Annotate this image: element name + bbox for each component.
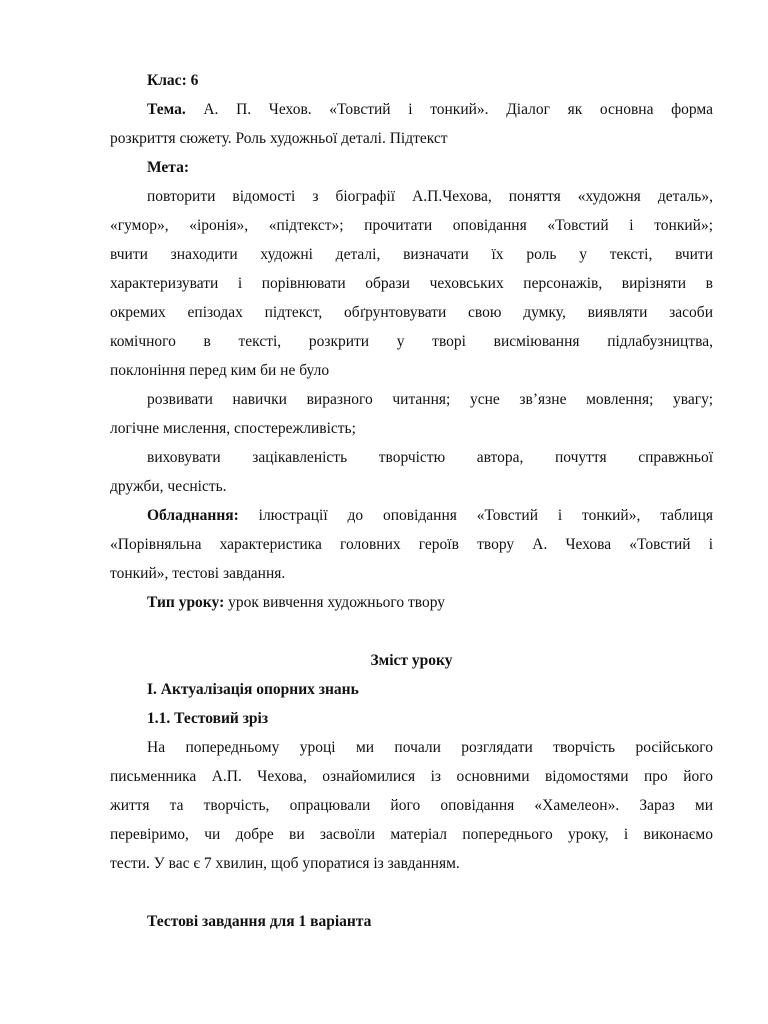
class-line bbox=[110, 66, 713, 95]
topic-label: Тема. bbox=[147, 101, 186, 118]
goal-heading bbox=[110, 153, 713, 182]
section-heading: І. Актуалізація опорних знань bbox=[147, 681, 359, 698]
goal-p2-line: розвивати навички виразного читання; усне зв’язне мовлення; увагу; bbox=[147, 391, 713, 408]
equipment-line-3: тонкий», тестові завдання. bbox=[110, 565, 286, 582]
test-paragraph-line: На попередньому уроці ми почали розглядати творчість російського bbox=[147, 739, 713, 756]
spacer bbox=[110, 617, 713, 646]
goal-p3-line: дружби, чесність. bbox=[110, 478, 227, 495]
topic-text-2: розкриття сюжету. Роль художньої деталі. Підтекст bbox=[110, 130, 448, 147]
document-page bbox=[110, 66, 713, 936]
spacer bbox=[110, 878, 713, 907]
goal-p1-line: «гумор», «іронія», «підтекст»; прочитати оповідання «Товстий і тонкий»; bbox=[110, 217, 713, 234]
test-paragraph-line: життя та творчість, опрацювали його оповідання «Хамелеон». Зараз ми bbox=[110, 797, 713, 814]
topic-line-1 bbox=[110, 95, 713, 124]
test-tasks-heading: Тестові завдання для 1 варіанта bbox=[147, 913, 372, 930]
goal-p3-line: виховувати зацікавленість творчістю автора, почуття справжньої bbox=[147, 449, 713, 466]
goal-p2-line: логічне мислення, спостережливість; bbox=[110, 420, 356, 437]
class-label: Клас: 6 bbox=[147, 72, 199, 89]
equipment-line-1 bbox=[110, 501, 713, 530]
content-heading: Зміст уроку bbox=[370, 652, 453, 669]
goal-label: Мета: bbox=[147, 159, 190, 176]
equipment-label: Обладнання: bbox=[147, 507, 239, 524]
test-paragraph-line: перевіримо, чи добре ви засвоїли матеріал попереднього уроку, і виконаємо bbox=[110, 826, 713, 843]
equipment-line-2: «Порівняльна характеристика головних героїв твору А. Чехова «Товстий і bbox=[110, 536, 713, 553]
goal-p1-line: комічного в тексті, розкрити у творі висміювання підлабузництва, bbox=[110, 333, 713, 350]
goal-p1-line: вчити знаходити художні деталі, визначати їх роль у тексті, вчити bbox=[110, 246, 713, 263]
lesson-type-value: урок вивчення художнього твору bbox=[224, 594, 446, 611]
goal-p1-line: окремих епізодах підтекст, обґрунтовувати свою думку, виявляти засоби bbox=[110, 304, 713, 321]
subsection-heading: 1.1. Тестовий зріз bbox=[147, 710, 269, 727]
equipment-text-1: ілюстрації до оповідання «Товстий і тонкий», таблиця bbox=[238, 507, 713, 524]
test-paragraph-line: письменника А.П. Чехова, ознайомилися із основними відомостями про його bbox=[110, 768, 713, 785]
topic-text-1: А. П. Чехов. «Товстий і тонкий». Діалог як основна форма bbox=[185, 101, 713, 118]
lesson-type-line bbox=[110, 588, 713, 617]
goal-p1-line: характеризувати і порівнювати образи чеховських персонажів, вирізняти в bbox=[110, 275, 713, 292]
test-paragraph-line: тести. У вас є 7 хвилин, щоб упоратися із завданням. bbox=[110, 855, 460, 872]
goal-p1-line: поклоніння перед ким би не було bbox=[110, 362, 330, 379]
lesson-type-label: Тип уроку: bbox=[147, 594, 225, 611]
topic-line-2 bbox=[110, 124, 713, 153]
goal-p1-line: повторити відомості з біографії А.П.Чехова, поняття «художня деталь», bbox=[147, 188, 713, 205]
